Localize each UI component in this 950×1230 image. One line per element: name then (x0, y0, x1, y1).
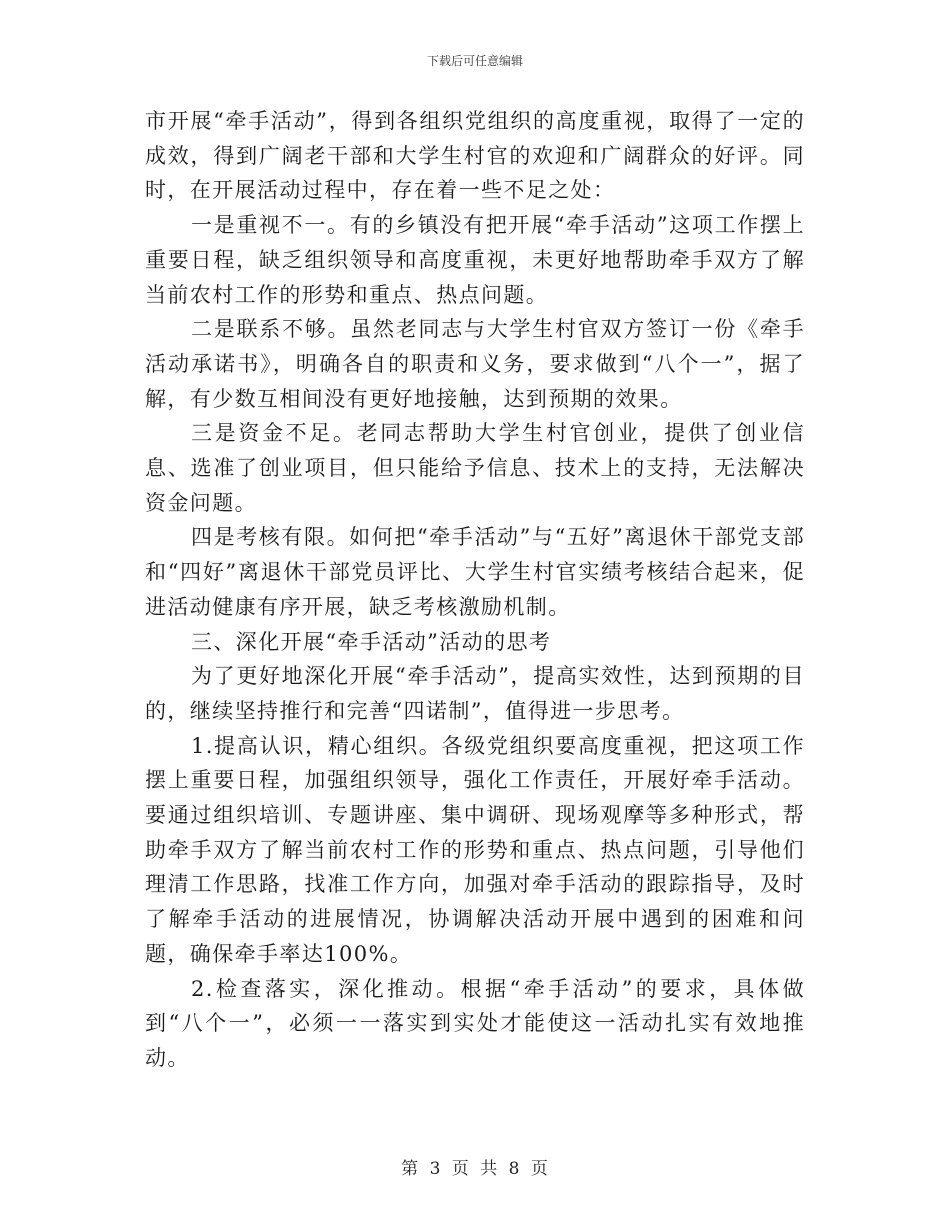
footer-total-label: 共 (480, 1159, 499, 1179)
footer-total-pages: 8 (508, 1159, 521, 1179)
paragraph-issue-1: 一是重视不一。有的乡镇没有把开展“牵手活动”这项工作摆上重要日程，缺乏组织领导和高度重视，未更好地帮助牵手双方了解当前农村工作的形势和重点、热点问题。 (145, 213, 805, 307)
footer-prefix: 第 (401, 1159, 420, 1179)
footer-suffix: 页 (530, 1159, 549, 1179)
paragraph-section-intro: 为了更好地深化开展“牵手活动”，提高实效性，达到预期的目的，继续坚持推行和完善“四诺制”，值得进一步思考。 (145, 664, 805, 723)
footer-current-page: 3 (429, 1159, 442, 1179)
paragraph-issue-2: 二是联系不够。虽然老同志与大学生村官双方签订一份《牵手活动承诺书》，明确各自的职责和义务，要求做到“八个一”，据了解，有少数互相间没有更好地接触，达到预期的效果。 (145, 317, 805, 411)
page-header (0, 52, 950, 69)
paragraph-intro-continued: 市开展“牵手活动”，得到各组织党组织的高度重视，取得了一定的成效，得到广阔老干部和大学生村官的欢迎和广阔群众的好评。同时，在开展活动过程中，存在着一些不足之处： (145, 109, 805, 203)
download-note: 下载后可任意编辑 (426, 54, 523, 68)
paragraph-point-2: 2.检查落实，深化推动。根据“牵手活动”的要求，具体做到“八个一”，必须一一落实到实处才能使这一活动扎实有效地推动。 (145, 976, 805, 1070)
document-body (145, 104, 805, 1076)
paragraph-point-1: 1.提高认识，精心组织。各级党组织要高度重视，把这项工作摆上重要日程，加强组织领导，强化工作责任，开展好牵手活动。要通过组织培训、专题讲座、集中调研、现场观摩等多种形式，帮助牵手双方了解当前农村工作的形势和重点、热点问题，引导他们理清工作思路，找准工作方向，加强对牵手活动的跟踪指导，及时了解牵手活动的进展情况，协调解决活动开展中遇到的困难和问题，确保牵手率达100%。 (145, 733, 805, 966)
page-footer (0, 1154, 950, 1179)
paragraph-issue-3: 三是资金不足。老同志帮助大学生村官创业，提供了创业信息、选准了创业项目，但只能给予信息、技术上的支持，无法解决资金问题。 (145, 421, 805, 515)
paragraph-issue-4: 四是考核有限。如何把“牵手活动”与“五好”离退休干部党支部和“四好”离退休干部党员评比、大学生村官实绩考核结合起来，促进活动健康有序开展，缺乏考核激励机制。 (145, 525, 805, 619)
footer-page-label: 页 (451, 1159, 470, 1179)
section-heading-3: 三、深化开展“牵手活动”活动的思考 (191, 629, 552, 654)
